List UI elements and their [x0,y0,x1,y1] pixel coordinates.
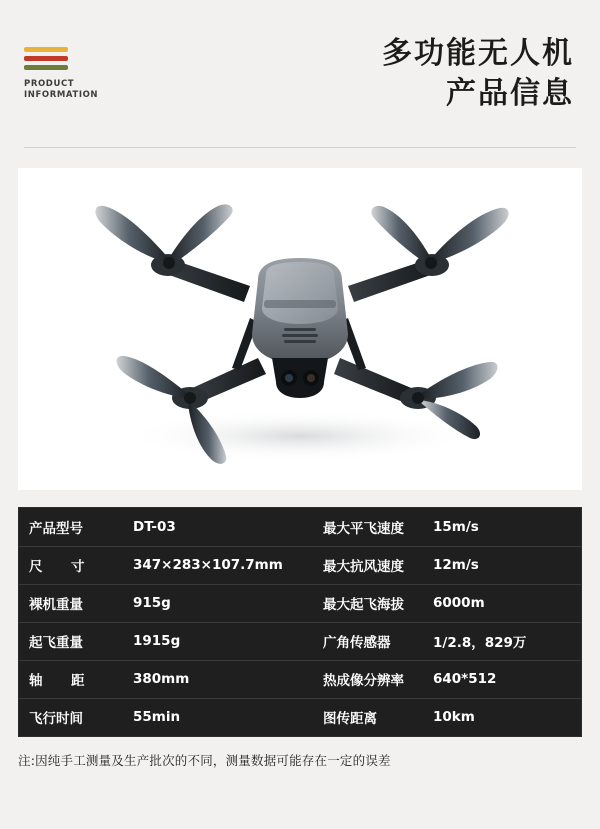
logo-bars-icon [24,47,68,70]
spec-value: 15m/s [423,508,581,546]
table-row [19,622,581,660]
measurement-disclaimer: 注:因纯手工测量及生产批次的不同，测量数据可能存在一定的误差 [18,753,391,768]
logo-caption-line2: INFORMATION [24,90,99,100]
spec-value: 1915g [123,622,313,660]
table-row [19,508,581,546]
spec-key: 裸机重量 [19,584,123,622]
spec-key: 起飞重量 [19,622,123,660]
logo-caption [24,79,174,102]
spec-key: 图传距离 [323,711,377,728]
header-divider [24,147,576,148]
spec-key: 轴 距 [19,660,123,698]
spec-key: 最大平飞速度 [313,508,423,546]
spec-value: 10km [433,709,475,726]
logo-bar-yellow [24,47,68,52]
page-title-line1: 多功能无人机 [382,36,574,72]
spec-value: 640*512 [423,660,581,698]
specs-table-body [19,508,581,736]
spec-key: 热成像分辨率 [313,660,423,698]
spec-value: 915g [123,584,313,622]
table-row [19,546,581,584]
page-title [174,34,576,113]
logo-caption-line1: PRODUCT [24,78,75,89]
drone-illustration [18,168,582,490]
spec-value: 55min [133,709,181,726]
spec-value: 347×283×107.7mm [123,546,313,584]
table-row [19,584,581,622]
page-title-line2: 产品信息 [446,76,574,111]
specs-table [19,508,581,736]
spec-key: 飞行时间 [29,711,83,728]
spec-value: 12m/s [423,546,581,584]
brand-logo [24,47,174,102]
spec-key: 产品型号 [19,508,123,546]
spec-value: 380mm [123,660,313,698]
spec-value: DT-03 [123,508,313,546]
bottom-strip [0,815,600,829]
spec-key: 广角传感器 [313,622,423,660]
spec-key: 最大起飞海拔 [313,584,423,622]
logo-bar-red [24,56,68,61]
table-row [19,698,581,736]
spec-value: 6000m [423,584,581,622]
specs-table-wrapper [18,507,582,737]
page-header [0,0,600,148]
spec-key: 最大抗风速度 [313,546,423,584]
table-row [19,660,581,698]
spec-key: 尺 寸 [19,546,123,584]
spec-value: 1/2.8，829万 [423,622,581,660]
product-image-panel [18,168,582,490]
logo-bar-green [24,65,68,70]
